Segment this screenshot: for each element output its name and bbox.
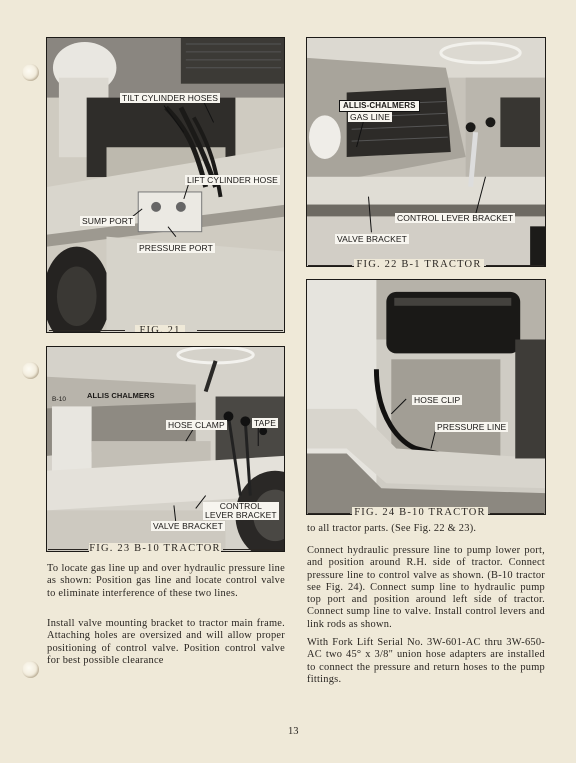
callout-pressure-port: PRESSURE PORT (139, 243, 213, 253)
figure-23-caption-rule-left (48, 549, 88, 550)
right-paragraph-serial-note: With Fork Lift Serial No. 3W-601-AC thru 3W-650-AC two 45° x 3/8" union hose adapters are installed to connect the pressure and return hoses to the pump fittings. (307, 637, 545, 685)
callout-tilt-cylinder-hoses: TILT CYLINDER HOSES (122, 93, 219, 103)
right-paragraph-continuation: to all tractor parts. (See Fig. 22 & 23). (307, 523, 477, 534)
punch-hole-top (22, 64, 39, 81)
callout-control-lever-bracket: CONTROL LEVER BRACKET (397, 213, 514, 223)
brand-nameplate: ALLIS CHALMERS (87, 391, 155, 400)
figure-21-caption: FIG. 21 (135, 325, 185, 333)
callout-control-lever-bracket-line2: LEVER BRACKET (205, 510, 277, 520)
callout-control-lever-bracket-line1: CONTROL (219, 501, 262, 511)
right-paragraph-hydraulic-connections: Connect hydraulic pressure line to pump lower port, and position around R.H. side of tractor. Connect pressure line to control valve as shown. (B-10 tractor see Fig. 24). Connect sump line to hydraulic pump top port and position around left side of tractor. Connect sump line to valve. Install control levers and link rods as shown. (307, 545, 545, 630)
figure-24-caption-rule-right (490, 513, 544, 514)
callout-valve-bracket: VALVE BRACKET (337, 234, 407, 244)
figure-22-caption: FIG. 22 B-1 TRACTOR (354, 259, 484, 270)
callout-sump-port: SUMP PORT (82, 216, 134, 226)
punch-hole-middle (22, 362, 39, 379)
figure-23-caption-rule-right (223, 549, 283, 550)
caption-rule-right (197, 330, 283, 331)
figure-22-photo (306, 37, 546, 267)
callout-pressure-line: PRESSURE LINE (437, 422, 507, 432)
callout-gas-line: GAS LINE (350, 112, 391, 122)
callout-control-lever-bracket (203, 502, 279, 520)
figure-21-photo (46, 37, 285, 333)
callout-hose-clip: HOSE CLIP (414, 395, 461, 405)
caption-rule-left (49, 330, 125, 331)
figure-24-caption-rule-left (308, 513, 350, 514)
left-paragraph-gas-line: To locate gas line up and over hydraulic pressure line as shown: Position gas line and locate control valve to eliminate interference of these two lines. (47, 563, 285, 599)
figure-24-caption: FIG. 24 B-10 TRACTOR (352, 507, 488, 518)
figure-22-caption-rule-left (308, 265, 352, 266)
figure-21-image (47, 38, 284, 332)
callout-tape: TAPE (254, 418, 276, 428)
figure-23-caption: FIG. 23 B-10 TRACTOR (89, 543, 221, 554)
callout-hose-clamp: HOSE CLAMP (168, 420, 225, 430)
callout-valve-bracket: VALVE BRACKET (153, 521, 223, 531)
callout-lift-cylinder-hose: LIFT CYLINDER HOSE (187, 175, 278, 185)
figure-22-image (307, 38, 545, 266)
left-paragraph-valve-bracket: Install valve mounting bracket to tractor main frame. Attaching holes are oversized and will allow proper positioning of control valve. Position control valve for best possible clearance (47, 618, 285, 666)
brand-nameplate: ALLIS-CHALMERS (339, 100, 420, 112)
punch-hole-bottom (22, 661, 39, 678)
figure-22-caption-rule-right (486, 265, 544, 266)
model-plate: B-10 (52, 396, 67, 403)
figure-24-photo (306, 279, 546, 515)
figure-23-photo (46, 346, 285, 552)
page-number: 13 (288, 726, 299, 737)
